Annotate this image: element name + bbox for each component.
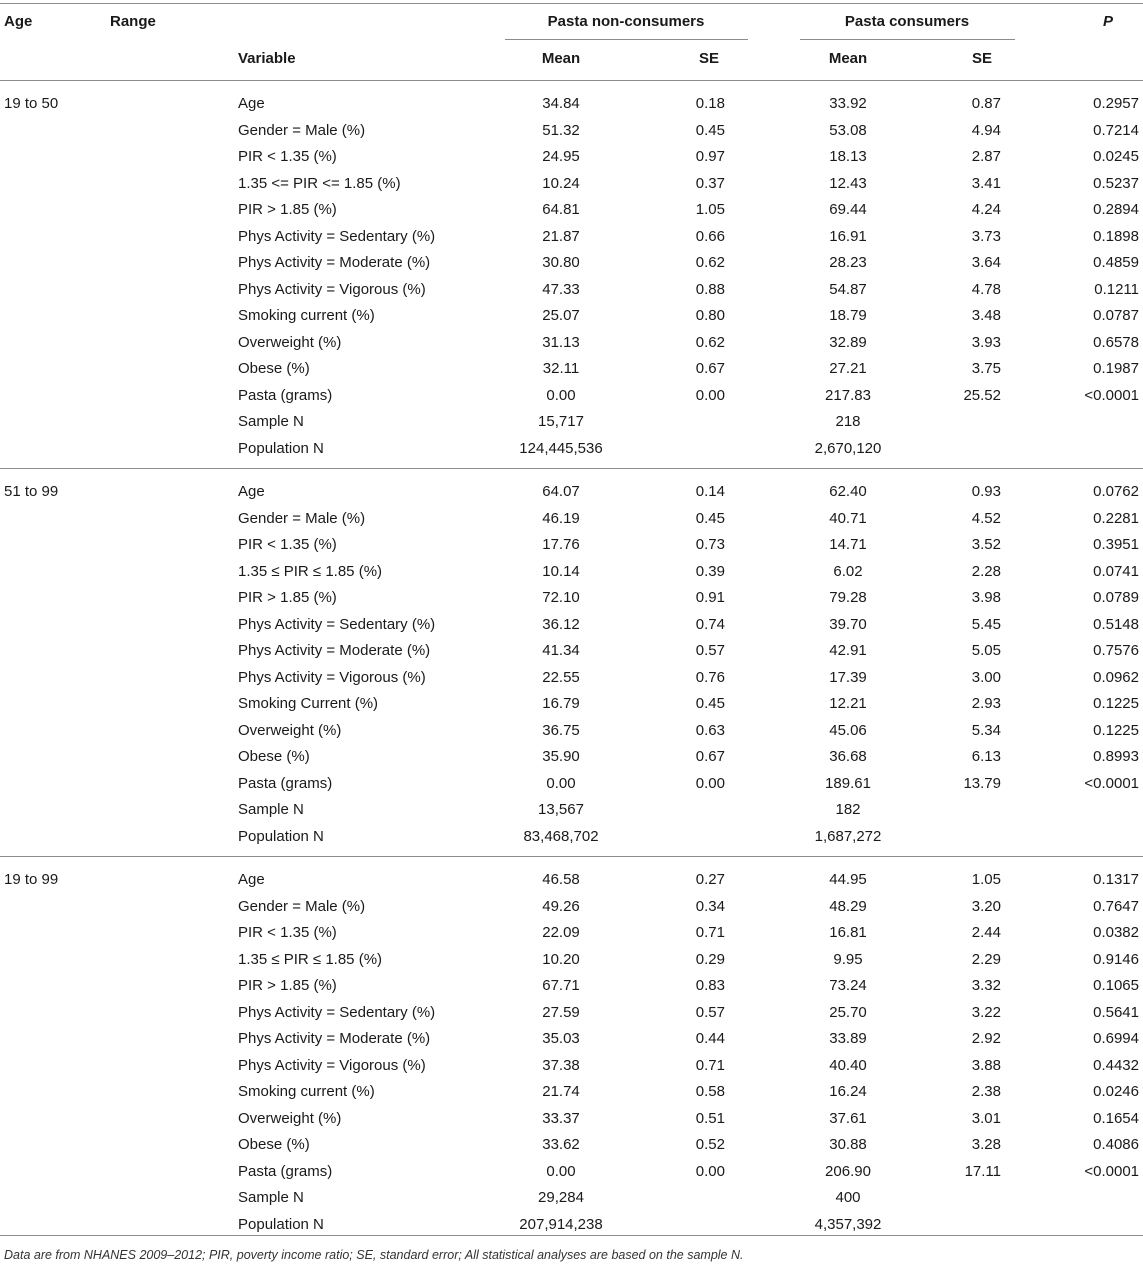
cell-c-se: 3.75	[971, 360, 1001, 377]
cell-nc-se: 0.88	[695, 281, 725, 298]
cell-c-se: 3.98	[971, 589, 1001, 606]
cell-c-se: 3.41	[971, 175, 1001, 192]
cell-c-mean: 16.81	[829, 924, 867, 941]
cell-variable: Phys Activity = Moderate (%)	[238, 254, 431, 271]
cell-nc-mean: 47.33	[542, 281, 580, 298]
cell-nc-mean: 0.00	[546, 1163, 576, 1180]
cell-nc-se: 0.91	[695, 589, 725, 606]
cell-c-se: 1.05	[971, 871, 1001, 888]
cell-p-value: 0.4432	[1093, 1057, 1139, 1074]
cell-variable: Pasta (grams)	[238, 775, 333, 792]
cell-variable: PIR < 1.35 (%)	[238, 924, 337, 941]
cell-c-mean: 17.39	[829, 669, 867, 686]
cell-nc-mean: 72.10	[542, 589, 580, 606]
cell-c-mean: 37.61	[829, 1110, 867, 1127]
non-consumers-underline	[505, 39, 748, 40]
cell-nc-se: 0.67	[695, 748, 725, 765]
cell-p-value: 0.6994	[1093, 1030, 1139, 1047]
cell-nc-mean: 25.07	[542, 307, 580, 324]
cell-c-se: 5.34	[971, 722, 1001, 739]
cell-nc-se: 0.18	[695, 95, 725, 112]
cell-nc-mean: 34.84	[542, 95, 580, 112]
cell-nc-se: 0.58	[695, 1083, 725, 1100]
cell-p-value: 0.4859	[1093, 254, 1139, 271]
cell-nc-mean: 35.03	[542, 1030, 580, 1047]
cell-p-value: 0.0762	[1093, 483, 1139, 500]
cell-variable: Age	[238, 483, 265, 500]
cell-nc-se: 0.45	[695, 122, 725, 139]
cell-variable: Gender = Male (%)	[238, 898, 366, 915]
header-nc-se: SE	[698, 50, 720, 67]
cell-nc-se: 0.37	[695, 175, 725, 192]
cell-p-value: 0.1317	[1093, 871, 1139, 888]
cell-c-mean: 14.71	[829, 536, 867, 553]
cell-c-se: 3.01	[971, 1110, 1001, 1127]
cell-c-mean: 25.70	[829, 1004, 867, 1021]
table-footnote: Data are from NHANES 2009–2012; PIR, poverty income ratio; SE, standard error; All statistical analyses are based on the sample N.	[4, 1248, 744, 1262]
cell-variable: Phys Activity = Vigorous (%)	[238, 1057, 426, 1074]
cell-p-value: 0.0382	[1093, 924, 1139, 941]
cell-variable: Smoking current (%)	[238, 1083, 375, 1100]
cell-nc-se: 0.67	[695, 360, 725, 377]
cell-nc-mean: 46.58	[542, 871, 580, 888]
cell-nc-mean: 46.19	[542, 510, 580, 527]
cell-c-mean: 32.89	[829, 334, 867, 351]
cell-nc-se: 1.05	[695, 201, 725, 218]
header-variable: Variable	[238, 50, 296, 67]
cell-variable: Population N	[238, 828, 324, 845]
cell-c-mean: 73.24	[829, 977, 867, 994]
cell-p-value: 0.6578	[1093, 334, 1139, 351]
cell-nc-se: 0.00	[695, 1163, 725, 1180]
cell-p-value: 0.1654	[1093, 1110, 1139, 1127]
cell-p-value: 0.4086	[1093, 1136, 1139, 1153]
cell-c-se: 2.87	[971, 148, 1001, 165]
cell-variable: Sample N	[238, 413, 304, 430]
cell-c-se: 3.20	[971, 898, 1001, 915]
cell-p-value: 0.0789	[1093, 589, 1139, 606]
cell-p-value: 0.5148	[1093, 616, 1139, 633]
cell-variable: Phys Activity = Vigorous (%)	[238, 669, 426, 686]
cell-p-value: 0.2281	[1093, 510, 1139, 527]
cell-c-mean: 28.23	[829, 254, 867, 271]
cell-nc-mean: 27.59	[542, 1004, 580, 1021]
cell-c-se: 3.73	[971, 228, 1001, 245]
cell-p-value: 0.1225	[1093, 722, 1139, 739]
cell-c-se: 3.52	[971, 536, 1001, 553]
cell-nc-mean: 67.71	[542, 977, 580, 994]
cell-c-se: 5.05	[971, 642, 1001, 659]
cell-c-mean: 40.40	[829, 1057, 867, 1074]
cell-nc-mean: 49.26	[542, 898, 580, 915]
cell-variable: Age	[238, 871, 265, 888]
cell-nc-mean: 10.20	[542, 951, 580, 968]
cell-c-mean: 18.13	[829, 148, 867, 165]
age-range-label: 51 to 99	[4, 483, 59, 500]
cell-nc-se: 0.44	[695, 1030, 725, 1047]
cell-variable: Phys Activity = Moderate (%)	[238, 1030, 431, 1047]
cell-c-se: 4.52	[971, 510, 1001, 527]
cell-variable: Pasta (grams)	[238, 387, 333, 404]
cell-p-value: 0.1987	[1093, 360, 1139, 377]
cell-c-mean: 218	[835, 413, 861, 430]
cell-c-se: 2.44	[971, 924, 1001, 941]
cell-nc-mean: 31.13	[542, 334, 580, 351]
cell-c-mean: 39.70	[829, 616, 867, 633]
cell-c-mean: 16.91	[829, 228, 867, 245]
cell-variable: PIR > 1.85 (%)	[238, 977, 337, 994]
cell-variable: PIR > 1.85 (%)	[238, 589, 337, 606]
cell-nc-mean: 35.90	[542, 748, 580, 765]
cell-nc-mean: 33.37	[542, 1110, 580, 1127]
cell-variable: Phys Activity = Moderate (%)	[238, 642, 431, 659]
cell-p-value: 0.2957	[1093, 95, 1139, 112]
cell-c-mean: 1,687,272	[814, 828, 882, 845]
cell-nc-mean: 33.62	[542, 1136, 580, 1153]
cell-p-value: 0.7214	[1093, 122, 1139, 139]
cell-c-mean: 42.91	[829, 642, 867, 659]
cell-nc-mean: 124,445,536	[519, 440, 603, 457]
cell-c-mean: 69.44	[829, 201, 867, 218]
cell-nc-mean: 30.80	[542, 254, 580, 271]
group-divider-rule	[0, 856, 1143, 857]
cell-c-mean: 16.24	[829, 1083, 867, 1100]
cell-c-se: 3.48	[971, 307, 1001, 324]
cell-variable: Phys Activity = Sedentary (%)	[238, 228, 436, 245]
cell-p-value: 0.0246	[1093, 1083, 1139, 1100]
cell-nc-se: 0.80	[695, 307, 725, 324]
header-pasta-consumers: Pasta consumers	[844, 13, 970, 30]
cell-p-value: 0.5641	[1093, 1004, 1139, 1021]
cell-nc-se: 0.83	[695, 977, 725, 994]
cell-p-value: 0.9146	[1093, 951, 1139, 968]
cell-nc-mean: 32.11	[542, 360, 580, 377]
table-bottom-rule	[0, 1235, 1143, 1236]
cell-p-value: 0.1211	[1094, 281, 1139, 298]
cell-nc-se: 0.57	[695, 642, 725, 659]
group-divider-rule	[0, 468, 1143, 469]
cell-nc-se: 0.51	[695, 1110, 725, 1127]
cell-nc-se: 0.14	[695, 483, 725, 500]
cell-c-mean: 44.95	[829, 871, 867, 888]
cell-variable: Overweight (%)	[238, 1110, 342, 1127]
header-pasta-non-consumers: Pasta non-consumers	[547, 13, 705, 30]
cell-c-mean: 79.28	[829, 589, 867, 606]
cell-nc-se: 0.29	[695, 951, 725, 968]
cell-variable: Smoking Current (%)	[238, 695, 379, 712]
cell-c-se: 6.13	[971, 748, 1001, 765]
cell-c-se: 3.32	[971, 977, 1001, 994]
cell-variable: Phys Activity = Vigorous (%)	[238, 281, 426, 298]
cell-c-mean: 33.89	[829, 1030, 867, 1047]
cell-c-se: 3.00	[971, 669, 1001, 686]
cell-p-value: 0.3951	[1093, 536, 1139, 553]
table-top-rule	[0, 3, 1143, 4]
cell-c-mean: 6.02	[833, 563, 863, 580]
cell-c-mean: 12.43	[829, 175, 867, 192]
cell-nc-se: 0.00	[695, 387, 725, 404]
cell-c-mean: 36.68	[829, 748, 867, 765]
cell-c-mean: 2,670,120	[814, 440, 882, 457]
cell-p-value: 0.0741	[1093, 563, 1139, 580]
cell-variable: PIR > 1.85 (%)	[238, 201, 337, 218]
cell-nc-se: 0.71	[695, 1057, 725, 1074]
cell-nc-mean: 41.34	[542, 642, 580, 659]
cell-nc-se: 0.62	[695, 334, 725, 351]
cell-c-mean: 12.21	[829, 695, 867, 712]
cell-c-mean: 33.92	[829, 95, 867, 112]
cell-c-mean: 30.88	[829, 1136, 867, 1153]
cell-variable: Gender = Male (%)	[238, 510, 366, 527]
cell-variable: Phys Activity = Sedentary (%)	[238, 616, 436, 633]
cell-p-value: 0.8993	[1093, 748, 1139, 765]
cell-c-mean: 45.06	[829, 722, 867, 739]
cell-variable: Sample N	[238, 801, 304, 818]
header-p-value: P	[1102, 13, 1114, 30]
cell-nc-mean: 36.12	[542, 616, 580, 633]
cell-nc-mean: 13,567	[538, 801, 584, 818]
header-c-se: SE	[971, 50, 993, 67]
cell-p-value: 0.1898	[1093, 228, 1139, 245]
cell-variable: 1.35 <= PIR <= 1.85 (%)	[238, 175, 401, 192]
cell-nc-mean: 51.32	[542, 122, 580, 139]
cell-nc-se: 0.45	[695, 695, 725, 712]
header-nc-mean: Mean	[541, 50, 581, 67]
cell-c-mean: 53.08	[829, 122, 867, 139]
cell-nc-mean: 10.14	[542, 563, 580, 580]
cell-variable: Overweight (%)	[238, 722, 342, 739]
cell-p-value: 0.5237	[1093, 175, 1139, 192]
cell-c-mean: 206.90	[825, 1163, 871, 1180]
cell-variable: 1.35 ≤ PIR ≤ 1.85 (%)	[238, 951, 383, 968]
cell-nc-mean: 83,468,702	[523, 828, 599, 845]
cell-c-se: 4.78	[971, 281, 1001, 298]
cell-nc-se: 0.45	[695, 510, 725, 527]
header-c-mean: Mean	[828, 50, 868, 67]
cell-nc-mean: 21.74	[542, 1083, 580, 1100]
cell-nc-mean: 24.95	[542, 148, 580, 165]
cell-p-value: 0.1065	[1093, 977, 1139, 994]
cell-nc-mean: 17.76	[542, 536, 580, 553]
cell-nc-se: 0.00	[695, 775, 725, 792]
cell-c-se: 3.64	[971, 254, 1001, 271]
cell-c-mean: 18.79	[829, 307, 867, 324]
cell-p-value: 0.7576	[1093, 642, 1139, 659]
cell-nc-se: 0.62	[695, 254, 725, 271]
cell-nc-se: 0.71	[695, 924, 725, 941]
cell-variable: Population N	[238, 1216, 324, 1233]
cell-p-value: 0.0962	[1093, 669, 1139, 686]
cell-c-se: 4.24	[971, 201, 1001, 218]
cell-c-mean: 4,357,392	[814, 1216, 882, 1233]
cell-c-se: 3.93	[971, 334, 1001, 351]
cell-c-se: 0.87	[971, 95, 1001, 112]
cell-p-value: 0.0245	[1093, 148, 1139, 165]
header-age: Age	[4, 13, 33, 30]
cell-p-value: <0.0001	[1084, 775, 1139, 792]
cell-nc-mean: 15,717	[538, 413, 584, 430]
cell-nc-se: 0.52	[695, 1136, 725, 1153]
cell-variable: 1.35 ≤ PIR ≤ 1.85 (%)	[238, 563, 383, 580]
cell-p-value: 0.7647	[1093, 898, 1139, 915]
cell-nc-se: 0.57	[695, 1004, 725, 1021]
cell-c-mean: 40.71	[829, 510, 867, 527]
cell-nc-se: 0.63	[695, 722, 725, 739]
cell-c-mean: 217.83	[825, 387, 871, 404]
cell-c-se: 3.22	[971, 1004, 1001, 1021]
cell-c-se: 5.45	[971, 616, 1001, 633]
cell-nc-mean: 64.81	[542, 201, 580, 218]
cell-c-se: 2.92	[971, 1030, 1001, 1047]
cell-nc-se: 0.34	[695, 898, 725, 915]
cell-p-value: 0.0787	[1093, 307, 1139, 324]
cell-variable: Population N	[238, 440, 324, 457]
cell-c-se: 25.52	[963, 387, 1001, 404]
cell-nc-mean: 10.24	[542, 175, 580, 192]
cell-nc-se: 0.27	[695, 871, 725, 888]
age-range-label: 19 to 99	[4, 871, 59, 888]
cell-nc-mean: 21.87	[542, 228, 580, 245]
cell-variable: Smoking current (%)	[238, 307, 375, 324]
cell-c-se: 2.38	[971, 1083, 1001, 1100]
cell-c-mean: 48.29	[829, 898, 867, 915]
cell-variable: Obese (%)	[238, 1136, 310, 1153]
cell-variable: Phys Activity = Sedentary (%)	[238, 1004, 436, 1021]
cell-nc-se: 0.97	[695, 148, 725, 165]
cell-variable: Sample N	[238, 1189, 304, 1206]
cell-nc-se: 0.39	[695, 563, 725, 580]
cell-p-value: 0.2894	[1093, 201, 1139, 218]
cell-variable: PIR < 1.35 (%)	[238, 536, 337, 553]
cell-variable: PIR < 1.35 (%)	[238, 148, 337, 165]
cell-nc-mean: 0.00	[546, 775, 576, 792]
header-bottom-rule	[0, 80, 1143, 81]
cell-variable: Age	[238, 95, 265, 112]
cell-variable: Gender = Male (%)	[238, 122, 366, 139]
cell-c-se: 2.28	[971, 563, 1001, 580]
cell-nc-mean: 36.75	[542, 722, 580, 739]
cell-nc-se: 0.66	[695, 228, 725, 245]
cell-c-se: 4.94	[971, 122, 1001, 139]
cell-c-mean: 182	[835, 801, 861, 818]
cell-variable: Pasta (grams)	[238, 1163, 333, 1180]
cell-variable: Obese (%)	[238, 748, 310, 765]
cell-c-mean: 9.95	[833, 951, 863, 968]
cell-nc-se: 0.73	[695, 536, 725, 553]
cell-nc-mean: 29,284	[538, 1189, 584, 1206]
cell-variable: Obese (%)	[238, 360, 310, 377]
cell-c-se: 17.11	[964, 1163, 1001, 1180]
cell-p-value: <0.0001	[1084, 387, 1139, 404]
cell-nc-mean: 37.38	[542, 1057, 580, 1074]
cell-c-mean: 27.21	[829, 360, 867, 377]
cell-c-se: 3.28	[971, 1136, 1001, 1153]
cell-nc-mean: 64.07	[542, 483, 580, 500]
cell-nc-mean: 22.09	[542, 924, 580, 941]
cell-variable: Overweight (%)	[238, 334, 342, 351]
cell-nc-mean: 16.79	[542, 695, 580, 712]
cell-c-se: 3.88	[971, 1057, 1001, 1074]
cell-nc-mean: 207,914,238	[519, 1216, 603, 1233]
cell-c-se: 2.29	[971, 951, 1001, 968]
cell-nc-se: 0.76	[695, 669, 725, 686]
cell-c-se: 13.79	[963, 775, 1001, 792]
cell-c-mean: 54.87	[829, 281, 867, 298]
cell-c-mean: 189.61	[825, 775, 871, 792]
cell-nc-se: 0.74	[695, 616, 725, 633]
cell-p-value: <0.0001	[1084, 1163, 1139, 1180]
cell-c-mean: 400	[835, 1189, 861, 1206]
consumers-underline	[800, 39, 1015, 40]
cell-nc-mean: 0.00	[546, 387, 576, 404]
cell-c-se: 0.93	[971, 483, 1001, 500]
cell-c-se: 2.93	[971, 695, 1001, 712]
header-range: Range	[110, 13, 156, 30]
age-range-label: 19 to 50	[4, 95, 59, 112]
cell-nc-mean: 22.55	[542, 669, 580, 686]
cell-c-mean: 62.40	[829, 483, 867, 500]
cell-p-value: 0.1225	[1093, 695, 1139, 712]
